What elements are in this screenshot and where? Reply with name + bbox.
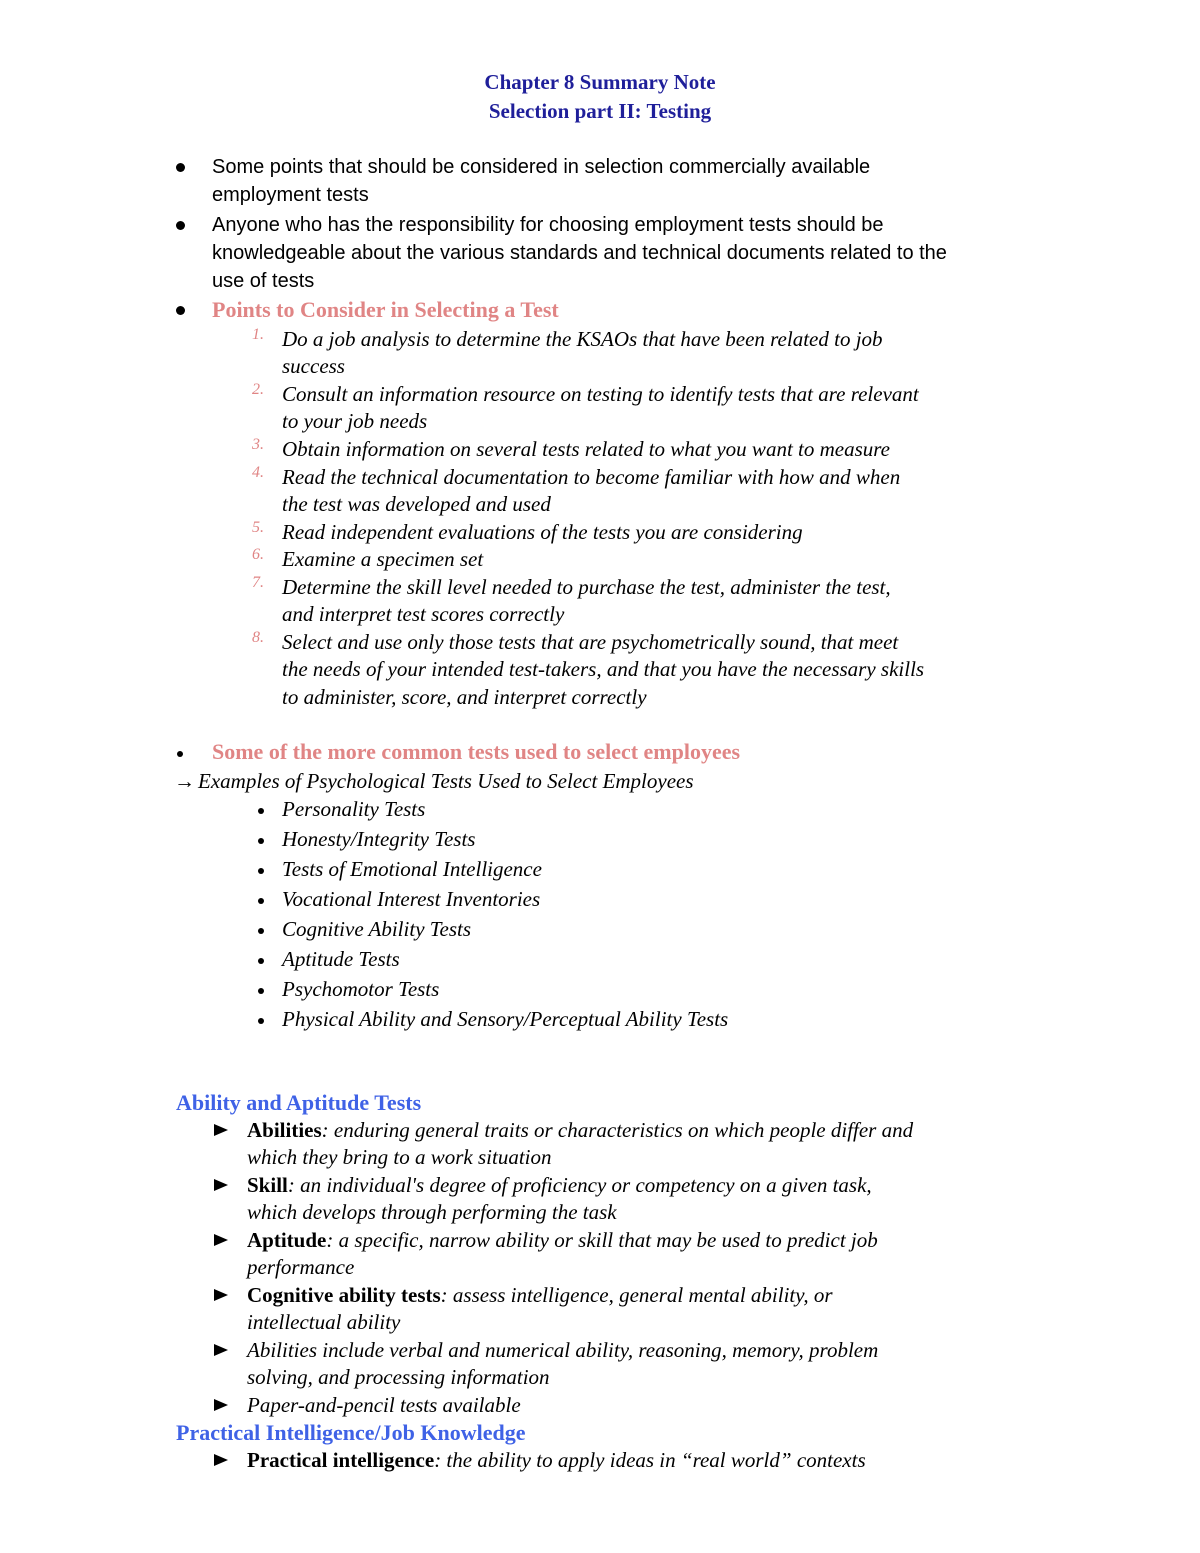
list-item: Honesty/Integrity Tests — [282, 827, 476, 851]
bullet-text: use of tests — [212, 270, 315, 292]
section-heading: Ability and Aptitude Tests — [176, 1090, 422, 1115]
definition-text: which they bring to a work situation — [247, 1145, 552, 1169]
triangle-bullet-icon — [214, 1399, 228, 1411]
definition-text: : enduring general traits or characteristics on which people differ and — [321, 1118, 914, 1142]
bullet-icon — [176, 163, 185, 172]
triangle-bullet-icon — [214, 1124, 228, 1136]
list-item: Psychomotor Tests — [282, 977, 440, 1001]
triangle-bullet-icon — [214, 1179, 228, 1191]
bullet-icon — [258, 928, 264, 934]
step-number: 3. — [252, 436, 264, 453]
step-number: 6. — [252, 546, 264, 563]
bullet-icon — [258, 808, 264, 814]
definition-term: Skill — [247, 1173, 288, 1197]
step-number: 4. — [252, 464, 264, 481]
step-text: success — [282, 354, 345, 378]
examples-title: Examples of Psychological Tests Used to Select Employees — [198, 769, 694, 793]
step-text: to your job needs — [282, 409, 428, 433]
section-heading: Practical Intelligence/Job Knowledge — [176, 1420, 526, 1445]
definition-text: solving, and processing information — [247, 1365, 550, 1389]
definition-item — [247, 1282, 1200, 1309]
list-item: Cognitive Ability Tests — [282, 917, 472, 941]
bullet-icon — [176, 221, 185, 230]
step-number: 2. — [252, 381, 264, 398]
bullet-icon — [176, 306, 185, 315]
step-text: to administer, score, and interpret correctly — [282, 685, 647, 709]
definition-item — [247, 1447, 1200, 1474]
step-text: Read the technical documentation to become familiar with how and when — [282, 465, 901, 489]
bullet-text: employment tests — [212, 184, 369, 206]
definition-text: : the ability to apply ideas in “real world” contexts — [434, 1448, 866, 1472]
definition-text: intellectual ability — [247, 1310, 401, 1334]
definition-text: which develops through performing the task — [247, 1200, 617, 1224]
step-text: Read independent evaluations of the tests you are considering — [282, 520, 803, 544]
bullet-text: knowledgeable about the various standards and technical documents related to the — [212, 242, 947, 264]
arrow-right-icon: → — [174, 769, 195, 793]
step-number: 7. — [252, 574, 264, 591]
step-text: Consult an information resource on testing to identify tests that are relevant — [282, 382, 919, 406]
triangle-bullet-icon — [214, 1234, 228, 1246]
definition-text: : a specific, narrow ability or skill that may be used to predict job — [326, 1228, 878, 1252]
definition-text: performance — [247, 1255, 355, 1279]
definition-item — [247, 1227, 1200, 1254]
step-text: Select and use only those tests that are psychometrically sound, that meet — [282, 630, 899, 654]
step-number: 8. — [252, 629, 264, 646]
definition-term: Cognitive ability tests — [247, 1283, 441, 1307]
bullet-icon — [258, 868, 264, 874]
triangle-bullet-icon — [214, 1454, 228, 1466]
list-item: Physical Ability and Sensory/Perceptual Ability Tests — [282, 1007, 729, 1031]
list-item: Personality Tests — [282, 797, 426, 821]
step-text: Determine the skill level needed to purchase the test, administer the test, — [282, 575, 891, 599]
definition-item — [247, 1117, 1200, 1144]
definition-text: Paper-and-pencil tests available — [247, 1393, 521, 1417]
definition-text: Abilities include verbal and numerical ability, reasoning, memory, problem — [247, 1338, 879, 1362]
step-text: Obtain information on several tests related to what you want to measure — [282, 437, 890, 461]
definition-term: Aptitude — [247, 1228, 327, 1252]
step-number: 1. — [252, 326, 264, 343]
list-item: Aptitude Tests — [282, 947, 400, 971]
list-item: Vocational Interest Inventories — [282, 887, 541, 911]
bullet-icon — [258, 958, 264, 964]
bullet-text: Some points that should be considered in selection commercially available — [212, 156, 871, 178]
triangle-bullet-icon — [214, 1344, 228, 1356]
definition-text: : an individual's degree of proficiency or competency on a given task, — [287, 1173, 872, 1197]
section-heading: Some of the more common tests used to select employees — [212, 739, 741, 764]
bullet-icon — [258, 838, 264, 844]
list-item: Tests of Emotional Intelligence — [282, 857, 542, 881]
triangle-bullet-icon — [214, 1289, 228, 1301]
document-subtitle: Selection part II: Testing — [488, 99, 712, 123]
section-heading: Points to Consider in Selecting a Test — [212, 297, 559, 322]
step-text: Examine a specimen set — [282, 547, 484, 571]
bullet-text: Anyone who has the responsibility for choosing employment tests should be — [212, 214, 884, 236]
definition-term: Practical intelligence — [247, 1448, 435, 1472]
step-number: 5. — [252, 519, 264, 536]
bullet-icon — [258, 898, 264, 904]
step-text: Do a job analysis to determine the KSAOs that have been related to job — [282, 327, 883, 351]
document-title: Chapter 8 Summary Note — [484, 70, 716, 94]
step-text: and interpret test scores correctly — [282, 602, 565, 626]
bullet-icon — [177, 751, 183, 757]
definition-item — [247, 1172, 1200, 1199]
definition-term: Abilities — [247, 1118, 322, 1142]
step-text: the needs of your intended test-takers, and that you have the necessary skills — [282, 657, 925, 681]
definition-text: : assess intelligence, general mental ability, or — [440, 1283, 833, 1307]
bullet-icon — [258, 988, 264, 994]
bullet-icon — [258, 1018, 264, 1024]
step-text: the test was developed and used — [282, 492, 551, 516]
